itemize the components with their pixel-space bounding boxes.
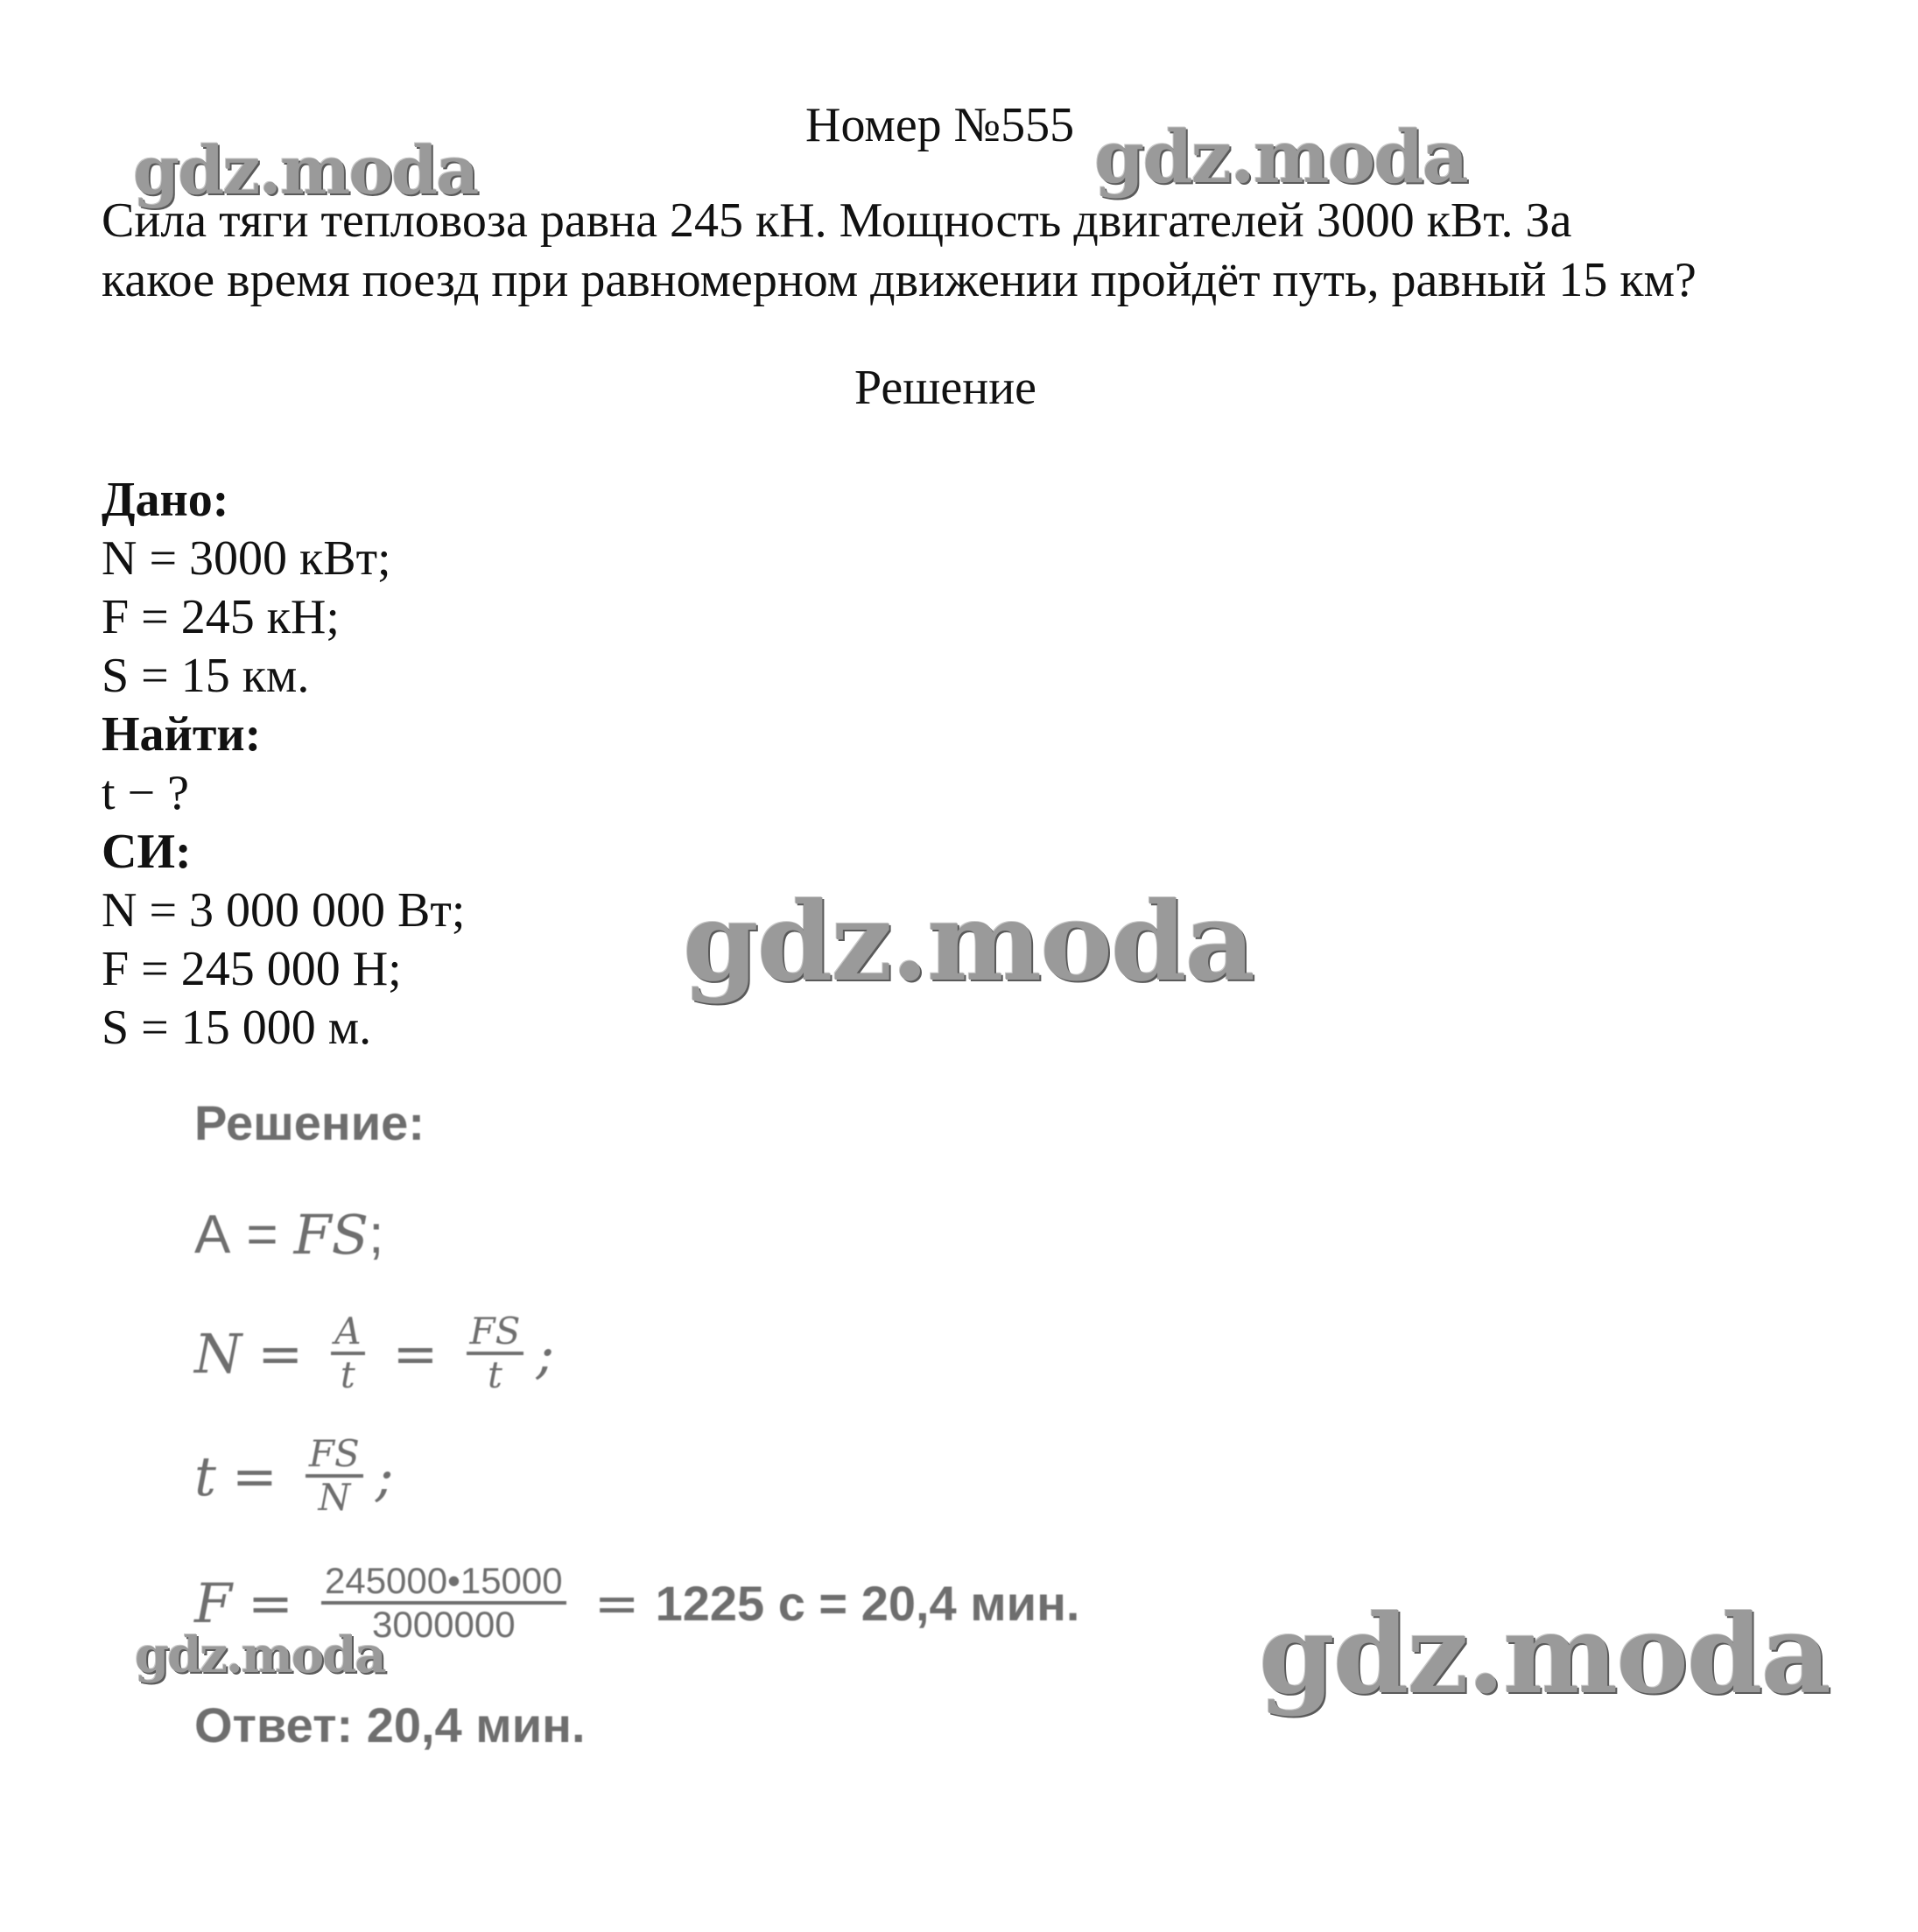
eq2-end: ; — [536, 1321, 555, 1386]
solution-heading: Решение — [854, 361, 1037, 415]
eq2-frac1-numerator: A — [331, 1311, 364, 1355]
find-item: t − ? — [102, 766, 189, 820]
eq4-equals: = — [248, 1570, 293, 1635]
eq4-result: 1225 с = 20,4 мин. — [655, 1575, 1080, 1631]
eq3-lhs: t — [194, 1444, 216, 1508]
answer: Ответ: 20,4 мин. — [194, 1697, 586, 1753]
given-item: N = 3000 кВт; — [102, 531, 391, 586]
eq1-rhs: FS — [293, 1202, 369, 1267]
eq2-fraction-1 — [331, 1311, 364, 1395]
given-label: Дано: — [102, 473, 229, 527]
watermark: gdz.moda — [683, 879, 1254, 1006]
given-item: F = 245 кН; — [102, 590, 340, 644]
watermark: gdz.moda — [1094, 116, 1467, 200]
si-item: F = 245 000 Н; — [102, 942, 402, 996]
given-item: S = 15 км. — [102, 649, 310, 703]
si-item: S = 15 000 м. — [102, 1001, 372, 1055]
eq3-end: ; — [375, 1444, 394, 1508]
eq4-equals-2: = — [594, 1570, 640, 1635]
problem-line-2: какое время поезд при равномерном движении пройдёт путь, равный 15 км? — [102, 253, 1697, 307]
eq4-numerator: 245000•15000 — [321, 1561, 566, 1605]
si-label: СИ: — [102, 825, 192, 879]
eq1-end: ; — [369, 1204, 384, 1265]
eq2-frac2-denominator: t — [488, 1353, 502, 1396]
problem-number-title: Номер №555 — [805, 98, 1075, 152]
scan-heading: Решение: — [194, 1095, 425, 1150]
eq1-lhs: A — [194, 1204, 231, 1265]
eq3-denominator: N — [318, 1476, 351, 1519]
eq2-frac1-denominator: t — [340, 1353, 355, 1396]
watermark: gdz.moda — [1259, 1591, 1830, 1718]
eq3-numerator: FS — [306, 1434, 363, 1478]
given-block — [102, 471, 465, 1057]
find-label: Найти: — [102, 707, 262, 762]
watermark: gdz.moda — [133, 131, 478, 209]
si-item: N = 3 000 000 Вт; — [102, 883, 466, 938]
watermark: gdz.moda — [135, 1626, 385, 1684]
equation-power — [194, 1292, 1079, 1415]
eq3-equals: = — [231, 1444, 278, 1508]
problem-line-1: Сила тяги тепловоза равна 245 кН. Мощность двигателей 3000 кВт. За — [102, 193, 1572, 248]
eq1-equals: = — [246, 1204, 278, 1265]
eq2-equals-1: = — [257, 1321, 304, 1386]
eq2-lhs: N — [194, 1321, 242, 1386]
eq2-frac2-numerator: FS — [467, 1311, 524, 1355]
eq2-equals-2: = — [392, 1321, 439, 1386]
equation-work — [194, 1177, 1079, 1292]
eq4-lhs: F — [194, 1570, 233, 1635]
equation-time — [194, 1415, 1079, 1537]
eq4-denominator: 3000000 — [372, 1604, 516, 1645]
eq2-fraction-2 — [467, 1311, 524, 1395]
eq3-fraction — [306, 1434, 363, 1518]
